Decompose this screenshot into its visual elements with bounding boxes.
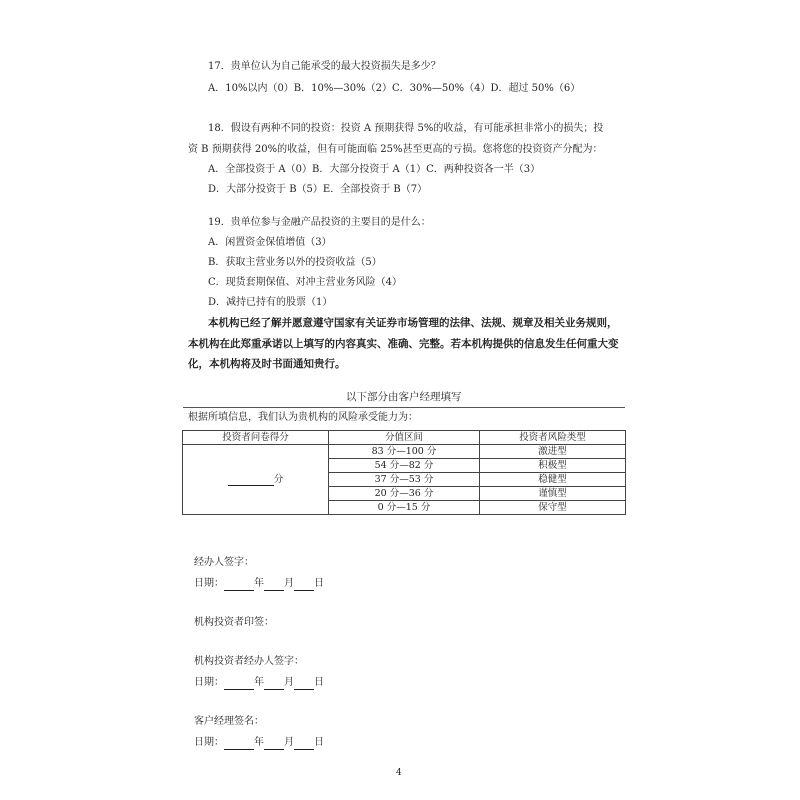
date-prefix: 日期： — [194, 677, 224, 688]
manager-date-line — [194, 736, 324, 750]
date-prefix: 日期： — [194, 578, 224, 589]
year-label: 年 — [254, 578, 264, 589]
q17-question: 17．贵单位认为自己能承受的最大投资损失是多少？ — [208, 61, 441, 72]
q19-option-d: D．减持已持有的股票（1） — [208, 297, 333, 308]
type-cell: 谨慎型 — [480, 487, 626, 501]
day-label: 日 — [314, 677, 324, 688]
range-cell: 83 分—100 分 — [329, 445, 480, 459]
score-cell — [183, 445, 329, 515]
q19-option-b: B．获取主营业务以外的投资收益（5） — [208, 257, 382, 268]
investor-date-line — [194, 676, 324, 690]
day-blank[interactable] — [294, 678, 314, 690]
day-blank[interactable] — [294, 579, 314, 591]
declaration-line2: 本机构在此郑重承诺以上填写的内容真实、准确、完整。若本机构提供的信息发生任何重大变 — [188, 338, 619, 350]
q18-question-line1: 18．假设有两种不同的投资：投资 A 预期获得 5%的收益，有可能承担非常小的损失；投 — [208, 123, 604, 134]
manager-section-intro: 根据所填信息，我们认为贵机构的风险承受能力为： — [188, 412, 418, 423]
range-cell: 0 分—15 分 — [329, 501, 480, 515]
range-cell: 37 分—53 分 — [329, 473, 480, 487]
day-label: 日 — [314, 578, 324, 589]
page-number: 4 — [396, 768, 402, 778]
range-cell: 54 分—82 分 — [329, 459, 480, 473]
manager-section-title: 以下部分由客户经理填写 — [346, 391, 462, 403]
header-risk-type: 投资者风险类型 — [480, 431, 626, 445]
declaration-line1: 本机构已经了解并愿意遵守国家有关证券市场管理的法律、法规、规章及相关业务规则， — [208, 317, 618, 329]
handler-date-line — [194, 577, 324, 591]
year-blank[interactable] — [224, 738, 254, 750]
q19-option-c: C．现货套期保值、对冲主营业务风险（4） — [208, 277, 403, 288]
manager-signature-label: 客户经理签名： — [194, 716, 264, 727]
q19-option-a: A．闲置资金保值增值（3） — [208, 237, 332, 248]
investor-seal-label: 机构投资者印签： — [194, 617, 274, 628]
q18-question-line2: 资 B 预期获得 20%的收益，但有可能面临 25%甚至更高的亏损。您将您的投资资产分配为： — [188, 144, 603, 155]
type-cell: 激进型 — [480, 445, 626, 459]
risk-score-table — [182, 430, 626, 515]
month-label: 月 — [284, 737, 294, 748]
q19-question: 19．贵单位参与金融产品投资的主要目的是什么： — [208, 217, 431, 228]
q18-options-line2: D．大部分投资于 B（5）E．全部投资于 B（7） — [208, 184, 428, 195]
year-blank[interactable] — [224, 579, 254, 591]
table-row — [183, 445, 626, 459]
type-cell: 保守型 — [480, 501, 626, 515]
type-cell: 积极型 — [480, 459, 626, 473]
day-blank[interactable] — [294, 738, 314, 750]
handler-signature-label: 经办人签字： — [194, 557, 254, 568]
month-blank[interactable] — [264, 579, 284, 591]
year-label: 年 — [254, 677, 264, 688]
month-blank[interactable] — [264, 678, 284, 690]
year-blank[interactable] — [224, 678, 254, 690]
header-score: 投资者问卷得分 — [183, 431, 329, 445]
q18-options-line1: A．全部投资于 A（0）B．大部分投资于 A（1）C．两种投资各一半（3） — [208, 164, 541, 175]
date-prefix: 日期： — [194, 737, 224, 748]
type-cell: 稳健型 — [480, 473, 626, 487]
score-suffix: 分 — [273, 474, 284, 485]
year-label: 年 — [254, 737, 264, 748]
declaration-line3: 化，本机构将及时书面通知贵行。 — [188, 358, 346, 370]
table-header-row — [183, 431, 626, 445]
header-range: 分值区间 — [329, 431, 480, 445]
day-label: 日 — [314, 737, 324, 748]
investor-handler-signature-label: 机构投资者经办人签字： — [194, 656, 304, 667]
section-divider — [183, 407, 625, 408]
score-blank-field[interactable] — [228, 474, 274, 486]
month-label: 月 — [284, 578, 294, 589]
q17-options: A．10%以内（0）B．10%—30%（2）C．30%—50%（4）D．超过 50%（6） — [208, 83, 581, 94]
range-cell: 20 分—36 分 — [329, 487, 480, 501]
month-label: 月 — [284, 677, 294, 688]
month-blank[interactable] — [264, 738, 284, 750]
